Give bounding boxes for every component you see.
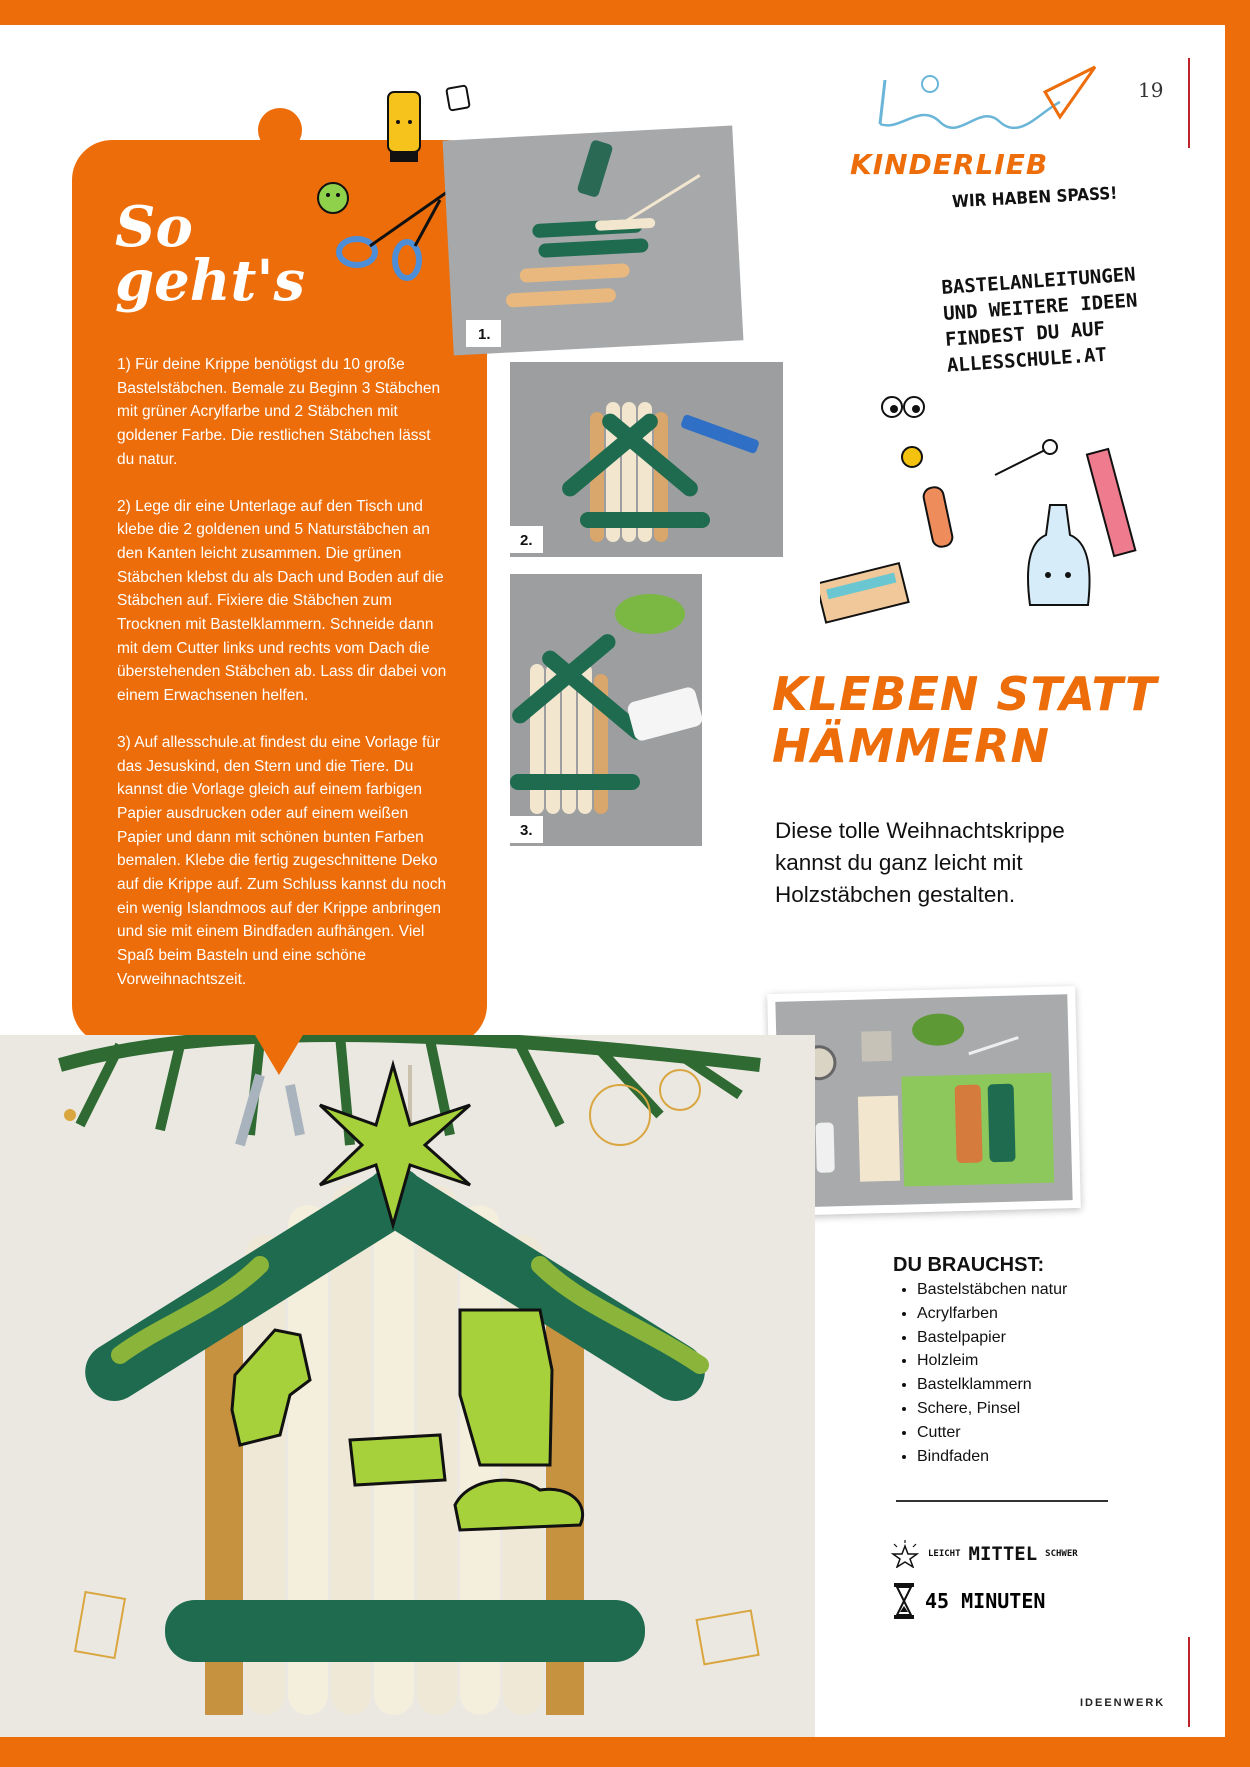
materials-item: • Bastelpapier <box>917 1326 1067 1350</box>
glue-moss-icon <box>510 574 702 846</box>
headline <box>772 668 1157 772</box>
craft-supplies-doodle-icon <box>820 385 1150 645</box>
materials-item: • Cutter <box>917 1421 1067 1445</box>
scissors-icon <box>315 180 465 300</box>
title-line-1: So <box>115 194 193 260</box>
instructions-title <box>115 194 306 314</box>
difficulty-hard: SCHWER <box>1045 1549 1078 1559</box>
title-line-2: geht's <box>115 248 306 314</box>
step-1: 1) Für deine Krippe benötigst du 10 große Bastelstäbchen. Bemale zu Beginn 3 Stäbchen mit grüner Acrylfarbe und 2 Stäbchen mit goldener Farbe. Die restlichen Stäbchen lässt du natur. <box>117 356 441 468</box>
pencil-plane-doodle-icon <box>860 62 1100 152</box>
headline-line-2: HÄMMERN <box>772 719 1050 773</box>
hero-photo <box>0 1035 815 1737</box>
instructions-steps <box>117 353 452 1015</box>
promo-text: BASTELANLEITUNGEN UND WEITERE IDEEN FINDEST DU AUF ALLESSCHULE.AT <box>940 263 1139 377</box>
difficulty-rating <box>890 1540 1078 1568</box>
bottom-rule <box>1188 1637 1190 1727</box>
house-sticks-icon <box>510 362 783 557</box>
materials-item: • Bindfaden <box>917 1445 1067 1469</box>
duration <box>893 1582 1045 1620</box>
brand-name: KINDERLIEB <box>850 148 1049 181</box>
panel-bump <box>258 108 302 152</box>
step-badge-1: 1. <box>466 320 501 347</box>
hourglass-icon <box>893 1582 915 1620</box>
step-2: 2) Lege dir eine Unterlage auf den Tisch und klebe die 2 goldenen und 5 Naturstäbchen an den Kanten leicht zusammen. Die grünen Stäbchen klebst du als Dach und Boden auf die Stäbchen auf. Fixiere die Stäbchen zum Trocknen mit Bastelklammern. Schneide dann mit dem Cutter links und rechts vom Dach die überstehenden Stäbchen ab. Lass dir dabei von einem Erwachsenen helfen. <box>117 497 447 705</box>
panel-tip <box>255 1035 303 1075</box>
difficulty-medium: MITTEL <box>968 1543 1038 1565</box>
brand-tagline: WIR HABEN SPASS! <box>951 183 1118 213</box>
materials-item: • Holzleim <box>917 1349 1067 1373</box>
materials-item: • Bastelstäbchen natur <box>917 1278 1067 1302</box>
materials-title: DU BRAUCHST: <box>893 1254 1045 1276</box>
footer-brand: IDEENWERK <box>1080 1697 1166 1709</box>
materials-list <box>893 1278 1067 1468</box>
materials-item: • Bastelklammern <box>917 1373 1067 1397</box>
difficulty-easy: LEICHT <box>928 1549 961 1559</box>
step-badge-2: 2. <box>508 526 543 553</box>
star-icon <box>890 1540 920 1568</box>
top-rule <box>1188 58 1190 148</box>
step-photo-3 <box>510 574 702 846</box>
duration-text: 45 MINUTEN <box>925 1589 1046 1613</box>
step-photo-2 <box>510 362 783 557</box>
materials-item: • Acrylfarben <box>917 1302 1067 1326</box>
materials-divider <box>896 1500 1108 1502</box>
nativity-craft-photo-icon <box>0 1035 815 1737</box>
lead-text: Diese tolle Weihnachtskrippe kannst du ganz leicht mit Holzstäbchen gestalten. <box>775 818 1065 907</box>
step-badge-3: 3. <box>508 816 543 843</box>
materials-item: • Schere, Pinsel <box>917 1397 1067 1421</box>
step-3: 3) Auf allesschule.at findest du eine Vorlage für das Jesuskind, den Stern und die Tiere. Du kannst die Vorlage gleich auf einem farbigen Papier ausdrucken oder auf einem weißen Papier und dann mit schönen bunten Farben bemalen. Klebe die fertig zugeschnittene Deko auf die Krippe auf. Zum Schluss kannst du noch ein wenig Islandmoos auf der Krippe anbringen und sie mit einem Bindfaden aufhängen. Viel Spaß beim Basteln und eine schöne Vorweihnachtszeit. <box>117 733 447 988</box>
page-number: 19 <box>1138 78 1164 102</box>
headline-line-1: KLEBEN STATT <box>772 667 1158 721</box>
